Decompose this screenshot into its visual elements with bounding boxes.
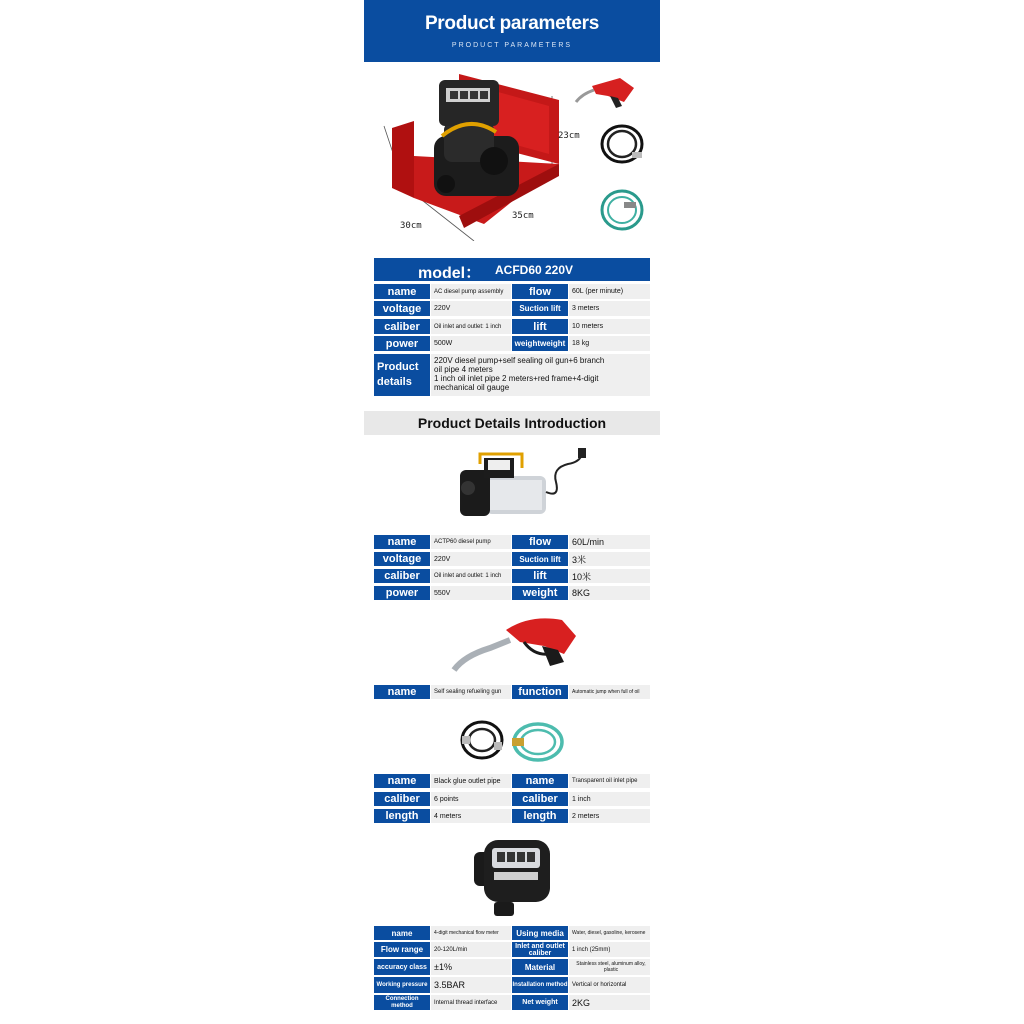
spec-value: AC diesel pump assembly: [431, 284, 511, 299]
black-hose-thumbnail: [596, 120, 652, 170]
spec-label: Inlet and outlet caliber: [512, 942, 568, 957]
spec-value: 220V: [431, 301, 511, 316]
meter-spec-row: [374, 942, 650, 957]
meter-spec-row: [374, 995, 650, 1010]
spec-value: 3米: [569, 552, 650, 566]
pump-spec-row: [374, 535, 650, 549]
product-page: [364, 0, 660, 1024]
meter-spec-row: [374, 959, 650, 975]
spec-value: Oil inlet and outlet: 1 inch: [431, 319, 511, 334]
spec-value: 500W: [431, 336, 511, 351]
spec-value: Automatic jump when full of oil: [569, 685, 650, 699]
spec-value: 220V: [431, 552, 511, 566]
pipe-spec-row: [374, 792, 650, 806]
flow-meter-image: [470, 838, 558, 918]
spec-label: name: [374, 284, 430, 299]
spec-value: 10 meters: [569, 319, 650, 334]
spec-label: name: [374, 926, 430, 940]
spec-label: Material: [512, 959, 568, 975]
spec-value: Oil inlet and outlet: 1 inch: [431, 569, 511, 583]
main-spec-row: [374, 301, 650, 316]
spec-value: 4-digit mechanical flow meter: [431, 926, 511, 940]
spec-label: length: [374, 809, 430, 823]
spec-label: caliber: [374, 319, 430, 334]
spec-label: lift: [512, 569, 568, 583]
spec-value: 60L (per minute): [569, 284, 650, 299]
pump-spec-row: [374, 586, 650, 600]
details-line: 1 inch oil inlet pipe 2 meters+red frame+4-digit: [434, 374, 599, 383]
spec-label: Connection method: [374, 995, 430, 1010]
details-line: oil pipe 4 meters: [434, 365, 493, 374]
spec-value: Water, diesel, gasoline, kerosene: [569, 926, 650, 940]
product-details-row: [374, 354, 650, 396]
spec-label: name: [512, 774, 568, 788]
spec-label: name: [374, 685, 430, 699]
fuel-nozzle-thumbnail: [572, 72, 644, 112]
spec-value: Self sealing refueling gun: [431, 685, 511, 699]
spec-label: voltage: [374, 552, 430, 566]
spec-value: 8KG: [569, 586, 650, 600]
spec-label: weightweight: [512, 336, 568, 351]
spec-label: Flow range: [374, 942, 430, 957]
pipe-spec-row: [374, 809, 650, 823]
spec-value: 2KG: [569, 995, 650, 1010]
diesel-pump-image: [450, 444, 590, 528]
spec-label: Installation method: [512, 977, 568, 993]
spec-value: 20-120L/min: [431, 942, 511, 957]
product-details-label: Product details: [374, 354, 430, 396]
spec-label: power: [374, 586, 430, 600]
spec-value: ACTP60 diesel pump: [431, 535, 511, 549]
main-spec-row: [374, 284, 650, 299]
spec-value: 1 inch (25mm): [569, 942, 650, 957]
spec-label: caliber: [512, 792, 568, 806]
length-dimension: 35cm: [512, 211, 534, 221]
spec-label: function: [512, 685, 568, 699]
spec-value: Transparent oil inlet pipe: [569, 774, 650, 788]
hoses-image: [458, 716, 570, 766]
model-value: ACFD60 220V: [495, 263, 574, 277]
spec-label: Net weight: [512, 995, 568, 1010]
spec-value: 550V: [431, 586, 511, 600]
page-subtitle: PRODUCT PARAMETERS: [451, 42, 573, 49]
spec-value: 3 meters: [569, 301, 650, 316]
height-dimension: 23cm: [558, 131, 580, 141]
spec-label: length: [512, 809, 568, 823]
spec-value: 3.5BAR: [431, 977, 511, 993]
page-title: Product parameters: [424, 13, 600, 34]
spec-label: flow: [512, 535, 568, 549]
transparent-hose-thumbnail: [596, 186, 652, 236]
refueling-gun-image: [450, 610, 580, 682]
details-line: 220V diesel pump+self sealing oil gun+6 branch: [434, 356, 605, 365]
spec-value: Black glue outlet pipe: [431, 774, 511, 788]
meter-spec-row: [374, 926, 650, 940]
spec-value: 2 meters: [569, 809, 650, 823]
gun-spec-row: [374, 685, 650, 699]
spec-label: Working pressure: [374, 977, 430, 993]
spec-label: caliber: [374, 569, 430, 583]
pump-spec-row: [374, 552, 650, 566]
spec-value: 4 meters: [431, 809, 511, 823]
header-banner: [364, 0, 660, 62]
spec-label: name: [374, 535, 430, 549]
spec-label: accuracy class: [374, 959, 430, 975]
model-bar: [374, 258, 650, 281]
spec-value: Vertical or horizontal: [569, 977, 650, 993]
spec-label: caliber: [374, 792, 430, 806]
spec-value: ±1%: [431, 959, 511, 975]
spec-label: voltage: [374, 301, 430, 316]
pump-spec-row: [374, 569, 650, 583]
main-spec-row: [374, 336, 650, 351]
spec-label: flow: [512, 284, 568, 299]
spec-label: lift: [512, 319, 568, 334]
width-dimension: 30cm: [400, 221, 422, 231]
spec-label: Suction lift: [512, 552, 568, 566]
spec-value: 18 kg: [569, 336, 650, 351]
spec-value: 10米: [569, 569, 650, 583]
spec-value: 6 points: [431, 792, 511, 806]
model-label: model：: [418, 265, 482, 282]
spec-value: Internal thread interface: [431, 995, 511, 1010]
spec-label: weight: [512, 586, 568, 600]
main-spec-row: [374, 319, 650, 334]
pipe-spec-row: [374, 774, 650, 788]
spec-value: 60L/min: [569, 535, 650, 549]
section-title: Product Details Introduction: [417, 415, 607, 431]
product-details-text: [431, 354, 650, 396]
spec-label: Suction lift: [512, 301, 568, 316]
section-bar: [364, 411, 660, 435]
pump-assembly-image: [374, 66, 574, 241]
details-line: mechanical oil gauge: [434, 383, 510, 392]
spec-label: name: [374, 774, 430, 788]
spec-value: Stainless steel, aluminum alloy, plastic: [569, 959, 650, 975]
spec-label: Using media: [512, 926, 568, 940]
spec-value: 1 inch: [569, 792, 650, 806]
spec-label: power: [374, 336, 430, 351]
meter-spec-row: [374, 977, 650, 993]
